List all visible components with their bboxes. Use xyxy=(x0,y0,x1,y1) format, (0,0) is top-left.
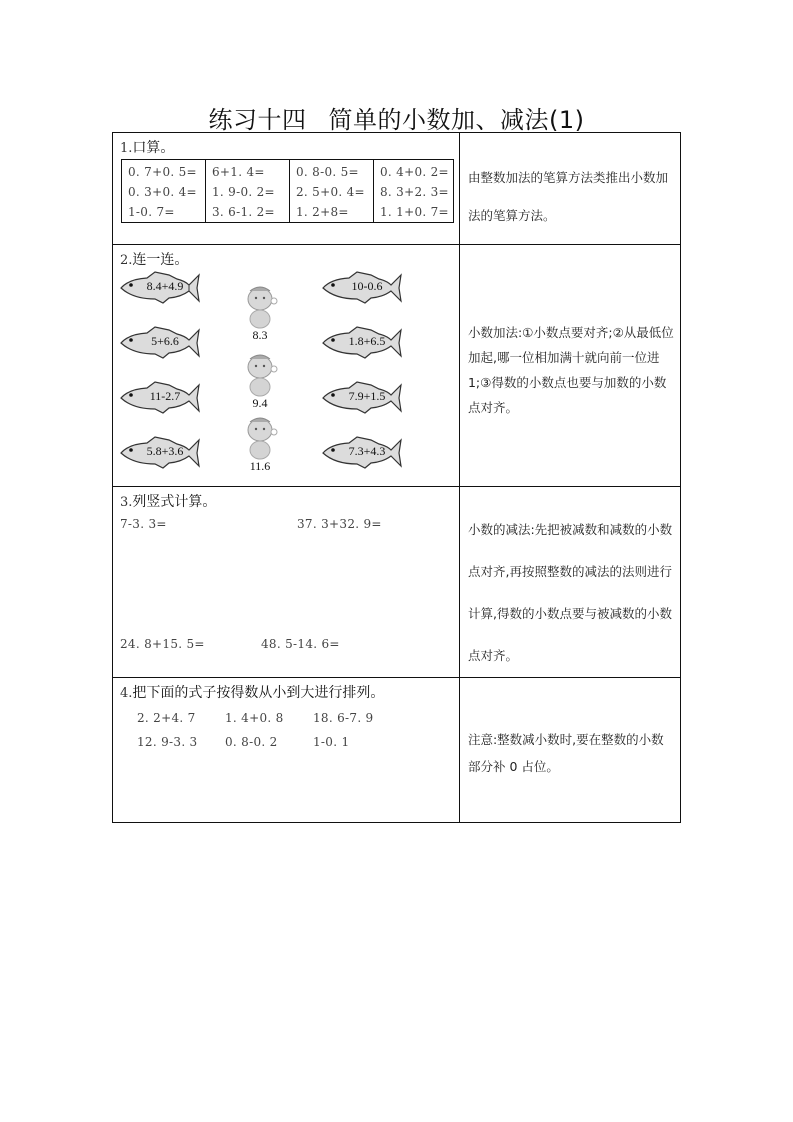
fish-left-1[interactable]: 8.4+4.9 xyxy=(119,271,201,305)
expression: 2. 2+4. 7 xyxy=(137,711,196,725)
oral-problem: 1-0. 7= xyxy=(128,205,175,219)
title-exercise: 练习十四 xyxy=(208,106,307,134)
question-1-cell xyxy=(113,133,460,245)
oral-problem: 1. 1+0. 7= xyxy=(380,205,449,219)
question-3-heading: 3.列竖式计算。 xyxy=(120,494,217,510)
expression: 18. 6-7. 9 xyxy=(313,711,374,725)
question-3-row xyxy=(113,487,681,678)
fish-right-3[interactable]: 7.9+1.5 xyxy=(321,381,403,415)
question-3-note-cell xyxy=(459,487,680,678)
title-topic: 简单的小数加、减法(1) xyxy=(328,106,585,134)
fish-left-4[interactable]: 5.8+3.6 xyxy=(119,436,201,470)
ordering-expressions xyxy=(113,702,459,754)
question-1-row xyxy=(113,133,681,245)
cat-3[interactable]: 11.6 xyxy=(238,414,282,474)
oral-problem: 0. 3+0. 4= xyxy=(128,185,197,199)
oral-problem: 2. 5+0. 4= xyxy=(296,185,365,199)
cat-icon xyxy=(238,351,282,397)
oral-problem: 3. 6-1. 2= xyxy=(212,205,275,219)
fish-right-4[interactable]: 7.3+4.3 xyxy=(321,436,403,470)
fish-left-3[interactable]: 11-2.7 xyxy=(119,381,201,415)
question-4-cell xyxy=(113,678,460,823)
page-title xyxy=(0,100,793,135)
vertical-calc-problem-1: 7-3. 3= xyxy=(120,517,167,531)
question-3-cell xyxy=(113,487,460,678)
vertical-calc-problem-2: 37. 3+32. 9= xyxy=(297,517,382,531)
question-4-note: 注意:整数减小数时,要在整数的小数部分补 0 占位。 xyxy=(467,732,664,774)
oral-problem: 1. 9-0. 2= xyxy=(212,185,275,199)
oral-column-2 xyxy=(206,160,290,223)
oral-problem: 0. 8-0. 5= xyxy=(296,165,359,179)
question-2-cell xyxy=(113,245,460,487)
oral-problem: 0. 4+0. 2= xyxy=(380,165,449,179)
worksheet-table xyxy=(112,132,681,823)
fish-right-2[interactable]: 1.8+6.5 xyxy=(321,326,403,360)
cat-icon xyxy=(238,414,282,460)
question-2-heading: 2.连一连。 xyxy=(120,252,189,268)
oral-column-4 xyxy=(374,160,454,223)
question-1-note: 由整数加法的笔算方法类推出小数加法的笔算方法。 xyxy=(467,170,668,223)
question-1-note-cell xyxy=(459,133,680,245)
matching-area xyxy=(113,269,459,484)
question-2-row xyxy=(113,245,681,487)
question-1-heading: 1.口算。 xyxy=(120,140,175,156)
expression: 0. 8-0. 2 xyxy=(225,735,278,749)
oral-problem: 8. 3+2. 3= xyxy=(380,185,449,199)
oral-problem: 1. 2+8= xyxy=(296,205,349,219)
question-4-heading: 4.把下面的式子按得数从小到大进行排列。 xyxy=(120,685,385,701)
fish-right-1[interactable]: 10-0.6 xyxy=(321,271,403,305)
ordering-row-2 xyxy=(137,730,459,754)
question-2-note-cell xyxy=(459,245,680,487)
cat-2[interactable]: 9.4 xyxy=(238,351,282,411)
expression: 1. 4+0. 8 xyxy=(225,711,284,725)
question-4-row xyxy=(113,678,681,823)
oral-column-1 xyxy=(122,160,206,223)
fish-left-2[interactable]: 5+6.6 xyxy=(119,326,201,360)
oral-problem: 0. 7+0. 5= xyxy=(128,165,197,179)
ordering-row-1 xyxy=(137,706,459,730)
expression: 12. 9-3. 3 xyxy=(137,735,198,749)
vertical-calc-problem-3: 24. 8+15. 5= xyxy=(120,637,205,651)
oral-calculation-grid xyxy=(121,159,454,223)
vertical-calc-problem-4: 48. 5-14. 6= xyxy=(261,637,340,651)
cat-1[interactable]: 8.3 xyxy=(238,283,282,343)
question-3-note: 小数的减法:先把被减数和减数的小数点对齐,再按照整数的减法的法则进行计算,得数的小数点要与被减数的小数点对齐。 xyxy=(467,522,673,663)
question-4-note-cell xyxy=(459,678,680,823)
expression: 1-0. 1 xyxy=(313,735,350,749)
cat-icon xyxy=(238,283,282,329)
oral-column-3 xyxy=(290,160,374,223)
oral-problem: 6+1. 4= xyxy=(212,165,265,179)
question-2-note: 小数加法:①小数点要对齐;②从最低位加起,哪一位相加满十就向前一位进 1;③得数的小数点也要与加数的小数点对齐。 xyxy=(467,325,674,415)
